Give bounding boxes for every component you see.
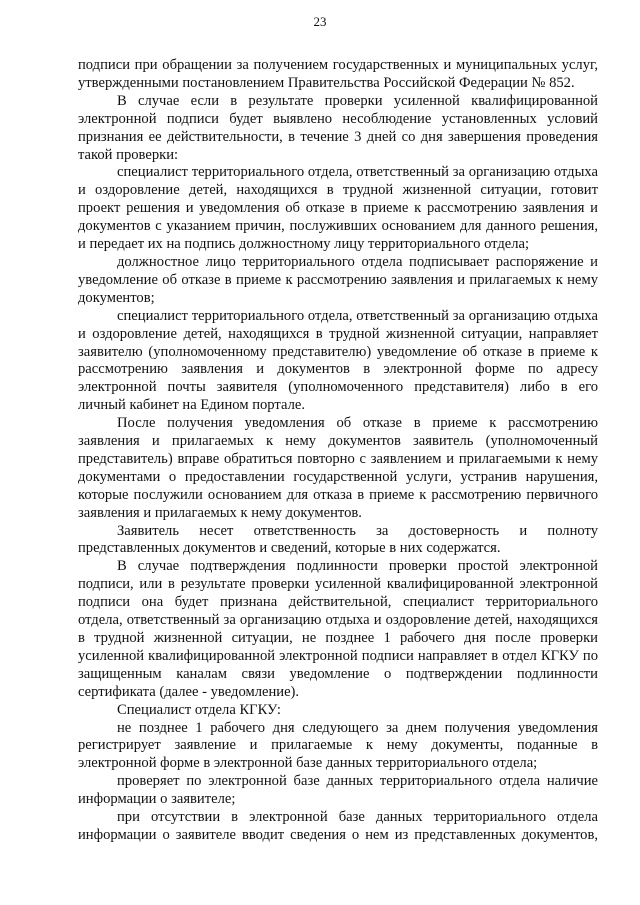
paragraph: при отсутствии в электронной базе данных территориального отдела информации о заявителе вводит сведения о нем из представленных документов, xyxy=(78,809,598,843)
paragraph: специалист территориального отдела, ответственный за организацию отдыха и оздоровление детей, находящихся в трудной жизненной ситуации, готовит проект решения и уведомления об отказе в приеме к рассмотрению заявления и документов с указанием причин, послуживших основанием для данного решения, и передает их на подпись должностному лицу территориального отдела; xyxy=(78,164,598,253)
document-body xyxy=(78,57,598,845)
paragraph: проверяет по электронной базе данных территориального отдела наличие информации о заявителе; xyxy=(78,773,598,808)
paragraph: Заявитель несет ответственность за достоверность и полноту представленных документов и сведений, которые в них содержатся. xyxy=(78,522,598,557)
page-number: 23 xyxy=(313,14,327,29)
paragraph: В случае если в результате проверки усиленной квалифицированной электронной подписи будет выявлено несоблюдение установленных условий признания ее действительности, в течение 3 дней со дня завершения проведения такой проверки: xyxy=(78,92,598,163)
paragraph: Специалист отдела КГКУ: xyxy=(117,701,281,718)
paragraph: подписи при обращении за получением государственных и муниципальных услуг, утвержденными постановлением Правительства Российской Федерации № 852. xyxy=(78,57,598,91)
paragraph: не позднее 1 рабочего дня следующего за днем получения уведомления регистрирует заявление и прилагаемые к нему документы, поданные в электронной форме в электронной базе данных территориального отдела; xyxy=(78,719,598,772)
paragraph: В случае подтверждения подлинности проверки простой электронной подписи, или в результате проверки усиленной квалифицированной электронной подписи она будет признана действительной, специалист территориального отдела, ответственный за организацию отдыха и оздоровление детей, находящихся в трудной жизненной ситуации, не позднее 1 рабочего дня после проверки усиленной квалифицированной электронной подписи направляет в отдел КГКУ по защищенным каналам связи уведомление о подтверждении подлинности сертификата (далее - уведомление). xyxy=(78,558,598,700)
paragraph: должностное лицо территориального отдела подписывает распоряжение и уведомление об отказе в приеме к рассмотрению заявления и прилагаемых к нему документов; xyxy=(78,253,598,306)
paragraph: После получения уведомления об отказе в приеме к рассмотрению заявления и прилагаемых к нему документов заявитель (уполномоченный представитель) вправе обратиться повторно с заявлением и прилагаемыми к нему документами о предоставлении государственной услуги, устранив нарушения, которые послужили основанием для отказа в приеме к рассмотрению первичного заявления и прилагаемых к нему документов. xyxy=(78,415,598,521)
paragraph: специалист территориального отдела, ответственный за организацию отдыха и оздоровление детей, находящихся в трудной жизненной ситуации, направляет заявителю (уполномоченному представителю) уведомление об отказе в приеме к рассмотрению заявления и документов в электронной форме по адресу электронной почты заявителя (уполномоченного представителя) либо в его личный кабинет на Едином портале. xyxy=(78,307,598,414)
